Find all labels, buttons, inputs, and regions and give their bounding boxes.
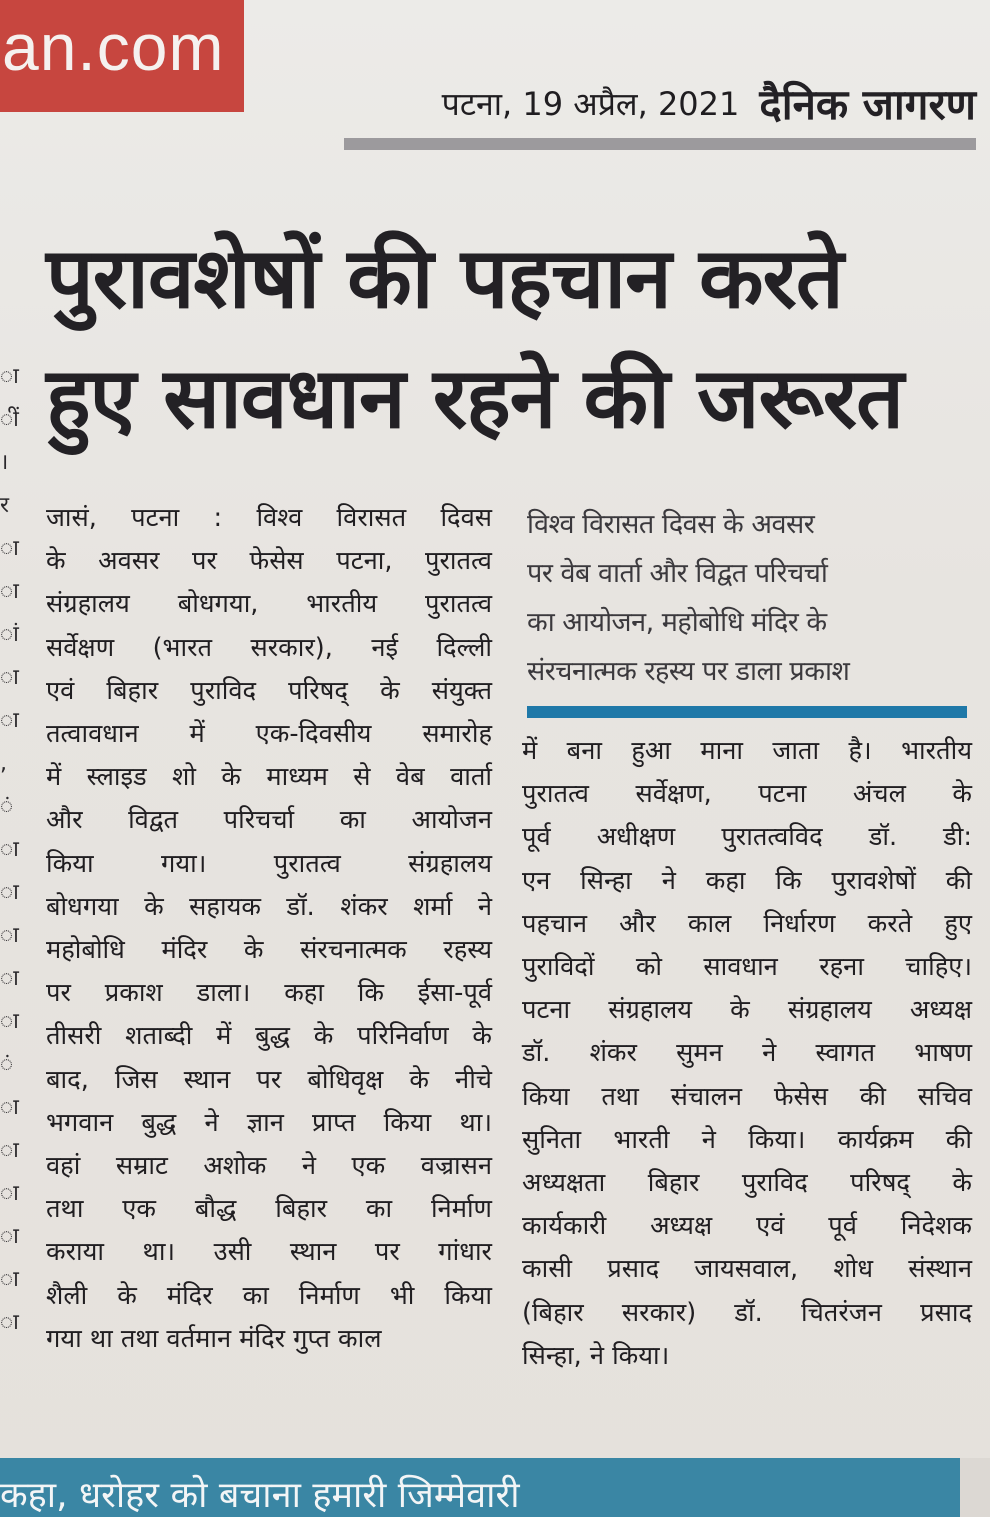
article-line: अध्यक्षता बिहार पुराविद परिषद् के	[522, 1168, 972, 1199]
article-line: (बिहार सरकार) डॉ. चितरंजन प्रसाद	[522, 1297, 972, 1328]
article-line: पुरातत्व सर्वेक्षण, पटना अंचल के	[522, 779, 972, 810]
subhead-line: संरचनात्मक रहस्य पर डाला प्रकाश	[527, 656, 850, 687]
margin-fragment: ा	[0, 923, 19, 948]
margin-fragment: ा	[0, 837, 19, 862]
margin-fragment: ,	[0, 751, 7, 776]
article-line: पुराविदों को सावधान रहना चाहिए।	[522, 952, 972, 983]
article-line: बोधगया के सहायक डॉ. शंकर शर्मा ने	[46, 891, 492, 922]
margin-fragment: ा	[0, 1009, 19, 1034]
headline-line-2: हुए सावधान रहने की जरूरत	[46, 349, 903, 447]
masthead	[344, 68, 976, 150]
margin-fragment: ा	[0, 1095, 19, 1120]
site-banner	[0, 0, 244, 112]
article-line: बाद, जिस स्थान पर बोधिवृक्ष के नीचे	[46, 1064, 492, 1095]
subhead-line: पर वेब वार्ता और विद्वत परिचर्चा	[527, 558, 828, 589]
paper-edge	[960, 1458, 990, 1517]
margin-fragment: ा	[0, 966, 19, 991]
margin-fragment: ा	[0, 1181, 19, 1206]
article-line: डॉ. शंकर सुमन ने स्वागत भाषण	[522, 1038, 972, 1069]
article-line: किया गया। पुरातत्व संग्रहालय	[46, 848, 492, 879]
article-line: गया था तथा वर्तमान मंदिर गुप्त काल	[46, 1323, 382, 1354]
article-line: पूर्व अधीक्षण पुरातत्वविद डॉ. डी:	[522, 822, 972, 853]
article-line: पहचान और काल निर्धारण करते हुए	[522, 908, 972, 939]
article-line: कार्यकारी अध्यक्ष एवं पूर्व निदेशक	[522, 1211, 972, 1242]
article-line: पटना संग्रहालय के संग्रहालय अध्यक्ष	[522, 995, 972, 1026]
paper-name: दैनिक जागरण	[759, 79, 976, 129]
article-line: तत्वावधान में एक-दिवसीय समारोह	[46, 719, 492, 750]
article-line: किया तथा संचालन फेसेस की सचिव	[522, 1081, 972, 1112]
article-line: तथा एक बौद्ध बिहार का निर्माण	[46, 1194, 492, 1225]
article-line: के अवसर पर फेसेस पटना, पुरातत्व	[46, 546, 492, 577]
article-line: तीसरी शताब्दी में बुद्ध के परिनिर्वाण के	[46, 1021, 492, 1052]
article-column-right	[522, 730, 972, 1378]
margin-fragment: ं	[0, 794, 14, 819]
article-line: संग्रहालय बोधगया, भारतीय पुरातत्व	[46, 589, 492, 620]
margin-fragment: ा	[0, 1224, 19, 1249]
article-line: कराया था। उसी स्थान पर गांधार	[46, 1237, 492, 1268]
margin-fragment: ा	[0, 880, 19, 905]
site-banner-text: an.com	[2, 10, 225, 84]
article-line: सर्वेक्षण (भारत सरकार), नई दिल्ली	[46, 632, 492, 663]
subhead-line: विश्व विरासत दिवस के अवसर	[527, 509, 815, 540]
article-line: भगवान बुद्ध ने ज्ञान प्राप्त किया था।	[46, 1107, 492, 1138]
margin-fragment: ा	[0, 1267, 19, 1292]
margin-fragment: ीं	[0, 407, 19, 432]
margin-fragment: ा	[0, 579, 19, 604]
article-line: सिन्हा, ने किया।	[522, 1340, 670, 1371]
margin-fragment: ं	[0, 1052, 14, 1077]
margin-fragment: ा	[0, 665, 19, 690]
article-line: पर प्रकाश डाला। कहा कि ईसा-पूर्व	[46, 978, 492, 1009]
article-line: में बना हुआ माना जाता है। भारतीय	[522, 736, 972, 766]
margin-fragment: ा	[0, 708, 19, 733]
article-line: महोबोधि मंदिर के संरचनात्मक रहस्य	[46, 935, 492, 966]
margin-fragment: ा	[0, 1310, 19, 1335]
headline-line-1: पुरावशेषों की पहचान करते	[46, 229, 843, 327]
margin-fragment: ।	[0, 450, 9, 475]
subhead-divider	[527, 706, 967, 718]
headline	[46, 218, 976, 458]
article-line: शैली के मंदिर का निर्माण भी किया	[46, 1280, 492, 1311]
margin-fragment: ां	[0, 622, 19, 647]
subheadline	[527, 500, 972, 696]
margin-fragment: ा	[0, 1138, 19, 1163]
subhead-line: का आयोजन, महोबोधि मंदिर के	[527, 607, 827, 638]
adjacent-column-fragment	[0, 355, 19, 1375]
next-article-headline: कहा, धरोहर को बचाना हमारी जिम्मेवारी	[0, 1475, 520, 1516]
dateline: पटना, 19 अप्रैल, 2021	[441, 84, 740, 123]
article-line: वहां सम्राट अशोक ने एक वज्रासन	[46, 1151, 492, 1182]
article-line: सुनिता भारती ने किया। कार्यक्रम की	[522, 1124, 972, 1155]
article-line: और विद्वत परिचर्चा का आयोजन	[46, 805, 492, 836]
article-line: कासी प्रसाद जायसवाल, शोध संस्थान	[522, 1254, 972, 1285]
margin-fragment: ा	[0, 536, 19, 561]
article-line: एवं बिहार पुराविद परिषद् के संयुक्त	[46, 675, 492, 706]
next-article-strip	[0, 1458, 960, 1517]
article-line: एन सिन्हा ने कहा कि पुरावशेषों की	[522, 865, 972, 896]
article-line: में स्लाइड शो के माध्यम से वेब वार्ता	[46, 762, 492, 793]
article-line: जासं, पटना : विश्व विरासत दिवस	[46, 503, 492, 533]
margin-fragment: ा	[0, 364, 19, 389]
article-column-left	[46, 497, 492, 1361]
margin-fragment: र	[0, 493, 9, 518]
